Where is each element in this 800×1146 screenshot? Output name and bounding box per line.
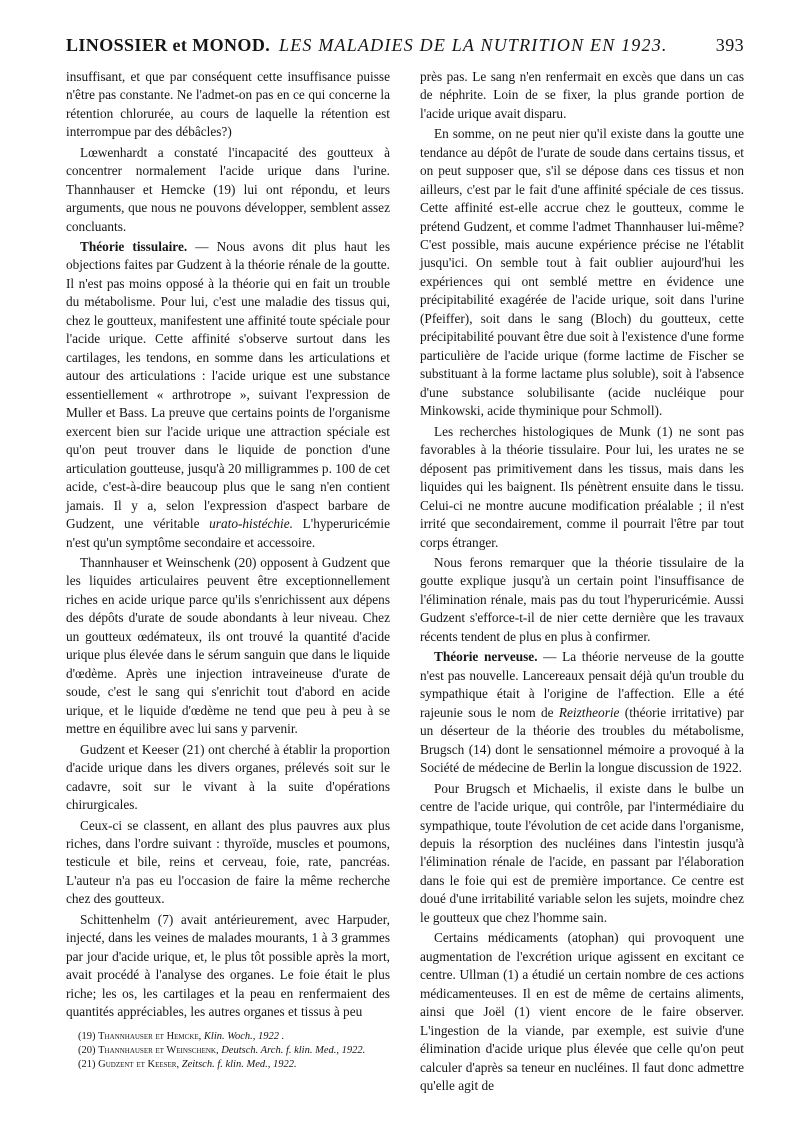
paragraph: En somme, on ne peut nier qu'il existe dans la goutte une tendance au dépôt de l'urate de soude dans certains tissus, et on peut supposer que, s'il se dépose dans ces tissus et non ailleurs, c'est par le fait d'une affinité spéciale de ces tissus. Cette affinité est-elle accrue chez le goutteux, comme le prétend Gudzent, et comme l'admet Thannhauser lui-même? C'est possible, mais aucune expérience précise ne l'établit jusqu'ici. On semble tout à fait oublier aujourd'hui les expériences qui ont semblé mettre en évidence une précipitabilité exagérée de l'acide urique, soit dans l'urine (Pfeiffer), soit dans le sang (Bloch) du goutteux, cette précipitabilité pouvant être due soit à l'existence d'une forme particulière de l'acide urique (forme lactime de Fischer se substituant à la forme lactame plus soluble), soit à l'absence d'une substance solubilisante (acide nucléique pour Minkowski, acide thyminique pour Schmoll).: [420, 126, 744, 419]
footnote-number: (20): [78, 1044, 99, 1056]
header-title: [66, 36, 668, 56]
section-heading-nervous-theory: Théorie nerveuse.: [434, 649, 538, 665]
paragraph: près pas. Le sang n'en renfermait en excès que dans un cas de néphrite. Loin de se fixer, la plus grande portion de l'acide urique avait disparu.: [420, 68, 744, 121]
paragraph: Lœwenhardt a constaté l'incapacité des goutteux à concentrer normalement l'acide urique dans l'urine. Thannhauser et Hemcke (19) lui ont répondu, et leurs arguments, que nous ne pouvons développer, semblent assez concluants.: [66, 144, 390, 234]
footnote-21: [66, 1058, 390, 1072]
paragraph-text: — La théorie nerveuse de la goutte n'est pas nouvelle. Lancereaux pensait déjà qu'un trouble du sympathique était à l'origine de l'affection. Elle a été rajeunie sous le nom de: [420, 649, 744, 720]
running-header: [66, 36, 744, 56]
footnote-source: Zeitsch. f. klin. Med., 1922.: [179, 1059, 297, 1071]
italic-term: Reiztheorie: [558, 704, 620, 720]
page-number: 393: [715, 35, 744, 55]
paragraph: Les recherches histologiques de Munk (1) ne sont pas favorables à la théorie tissulaire. Pour lui, les urates ne se déposent pas primitivement dans les tissus, mais dans les liquides qui les baignent. Ils pénètrent ensuite dans le tissu. Celui-ci ne montre aucune modification préalable ; il n'est irrité que secondairement, comme il pourrait l'être par tout corps étranger.: [420, 423, 744, 550]
footnote-authors: Gudzent et Keeser,: [98, 1059, 180, 1071]
paragraph: Thannhauser et Weinschenk (20) opposent à Gudzent que les liquides articulaires peuvent être exceptionnellement riches en acide urique parce qu'ils s'enrichissent aux dépens des dépôts d'urate de soude abondants à leur niveau. Chez un goutteux œdémateux, ils ont trouvé la quantité d'acide urique plus élevée dans le sérum sanguin que dans le liquide d'œdème. Après une injection intraveineuse d'urate de soude, c'est le sang qui s'enrichit tout d'abord en acide urique, et le liquide d'œdème ne tend que peu à peu à se mettre en équilibre avec lui sans y parvenir.: [66, 554, 390, 737]
header-authors: LINOSSIER et MONOD.: [66, 35, 271, 55]
paragraph-text: L'hyperuricémie n'est qu'un symptôme secondaire et accessoire.: [66, 516, 390, 550]
paragraph-tissue-theory: [66, 238, 390, 552]
paragraph: Ceux-ci se classent, en allant des plus pauvres aux plus riches, dans l'ordre suivant : thyroïde, muscles et poumons, testicule et bile, reins et cerveau, foie, rate, pancréas. L'auteur n'a pas eu l'occasion de faire la même recherche chez des goutteux.: [66, 817, 390, 907]
header-journal-title: LES MALADIES DE LA NUTRITION EN 1923.: [279, 35, 668, 55]
footnote-source: Klin. Woch., 1922 .: [201, 1030, 285, 1042]
footnote-number: (21): [78, 1059, 99, 1071]
paragraph: Gudzent et Keeser (21) ont cherché à établir la proportion d'acide urique dans les divers organes, prélevés soit sur le cadavre, soit sur le vivant à la suite d'opérations chirurgicales.: [66, 741, 390, 813]
paragraph-text: (théorie irritative) par un déserteur de la théorie des troubles du métabolisme, Brugsch (14) dont le sensationnel mémoire a provoqué à la Société de médecine de Berlin la longue discussion de 1922.: [420, 704, 744, 776]
paragraph: Certains médicaments (atophan) qui provoquent une augmentation de l'excrétion urique agissent en excitant ce centre. Ullman (1) a étudié un certain nombre de ces actions médicamenteuses. Il en est de même de certains aliments, ainsi que Joël (1) vient encore de le faire observer. L'ingestion de la viande, par exemple, est suivie d'une élimination d'acide urique plus élevée que celle qu'on peut calculer d'après sa teneur en nucléines. Il faut donc admettre qu'elle agit de: [420, 930, 744, 1094]
footnote-19: [66, 1030, 390, 1044]
footnote-source: Deutsch. Arch. f. klin. Med., 1922.: [218, 1044, 366, 1056]
footnote-authors: Thannhauser et Hemcke,: [98, 1030, 202, 1042]
right-column: [420, 68, 744, 1098]
footnote-number: (19): [78, 1030, 99, 1042]
text-columns: [66, 68, 744, 1098]
paragraph: Schittenhelm (7) avait antérieurement, avec Harpuder, injecté, dans les veines de malades mourants, 1 à 3 grammes par jour d'acide urique, et, le plus tôt possible après la mort, avait procédé à l'analyse des organes. Le foie était le plus riche; les os, les cartilages et la peau en renfermaient des quantités appréciables, les autres organes et tissus à peu: [66, 911, 390, 1020]
paragraph-text: — Nous avons dit plus haut les objections faites par Gudzent à la théorie rénale de la goutte. Il n'est pas moins opposé à la théorie qui en fait un trouble du métabolisme. Pour lui, c'est une maladie des tissus qui, chez le goutteux, manifestent une affinité toute spéciale pour l'acide urique. Cette affinité s'observe surtout dans les cartilages, les tendons, en somme dans les articulations et autour des articulations : l'acide urique est une substance essentiellement « arthrotrope », suivant l'expression de Muller et Bass. La preuve que certains points de l'organisme exercent bien sur l'acide urique une attraction spéciale est qu'on peut trouver dans le liquide de ponction d'une articulation goutteuse, jusqu'à 20 milligrammes p. 100 de cet acide, c'est-à-dire beaucoup plus que le sang n'en contient jamais. Il y a, selon l'expression d'aspect barbare de Gudzent, une véritable: [66, 239, 390, 532]
italic-term: urato-histéchie.: [209, 516, 293, 532]
footnote-authors: Thannhauser et Weinschenk,: [98, 1044, 219, 1056]
paragraph: Nous ferons remarquer que la théorie tissulaire de la goutte explique jusqu'à un certain point l'insuffisance de l'élimination rénale, mais pas du tout l'hyperuricémie. Aussi Gudzent s'efforce-t-il de nier cette dernière que les travaux récents tendent de plus en plus à confirmer.: [420, 554, 744, 644]
section-heading-tissue-theory: Théorie tissulaire.: [80, 239, 188, 255]
footnote-20: [66, 1044, 390, 1058]
paragraph-nervous-theory: [420, 648, 744, 777]
paragraph: Pour Brugsch et Michaelis, il existe dans le bulbe un centre de l'acide urique, qui contrôle, par l'intermédiaire du sympathique, toute l'évolution de cet acide dans l'organisme, depuis la résorption des nucléines dans l'intestin jusqu'à l'élimination rénale de l'acide, en passant par l'élaboration dans le foie qui est de première importance. Ce centre est doué d'une irritabilité variable selon les sujets, moindre chez le goutteux que chez l'homme sain.: [420, 780, 744, 925]
footnotes: [66, 1030, 390, 1073]
left-column: [66, 68, 390, 1098]
paragraph: insuffisant, et que par conséquent cette insuffisance puisse n'être pas constante. Ne l'admet-on pas en ce qui concerne la rétention chlorurée, au cours de laquelle la rétention est interrompue par des débâcles?): [66, 68, 390, 140]
